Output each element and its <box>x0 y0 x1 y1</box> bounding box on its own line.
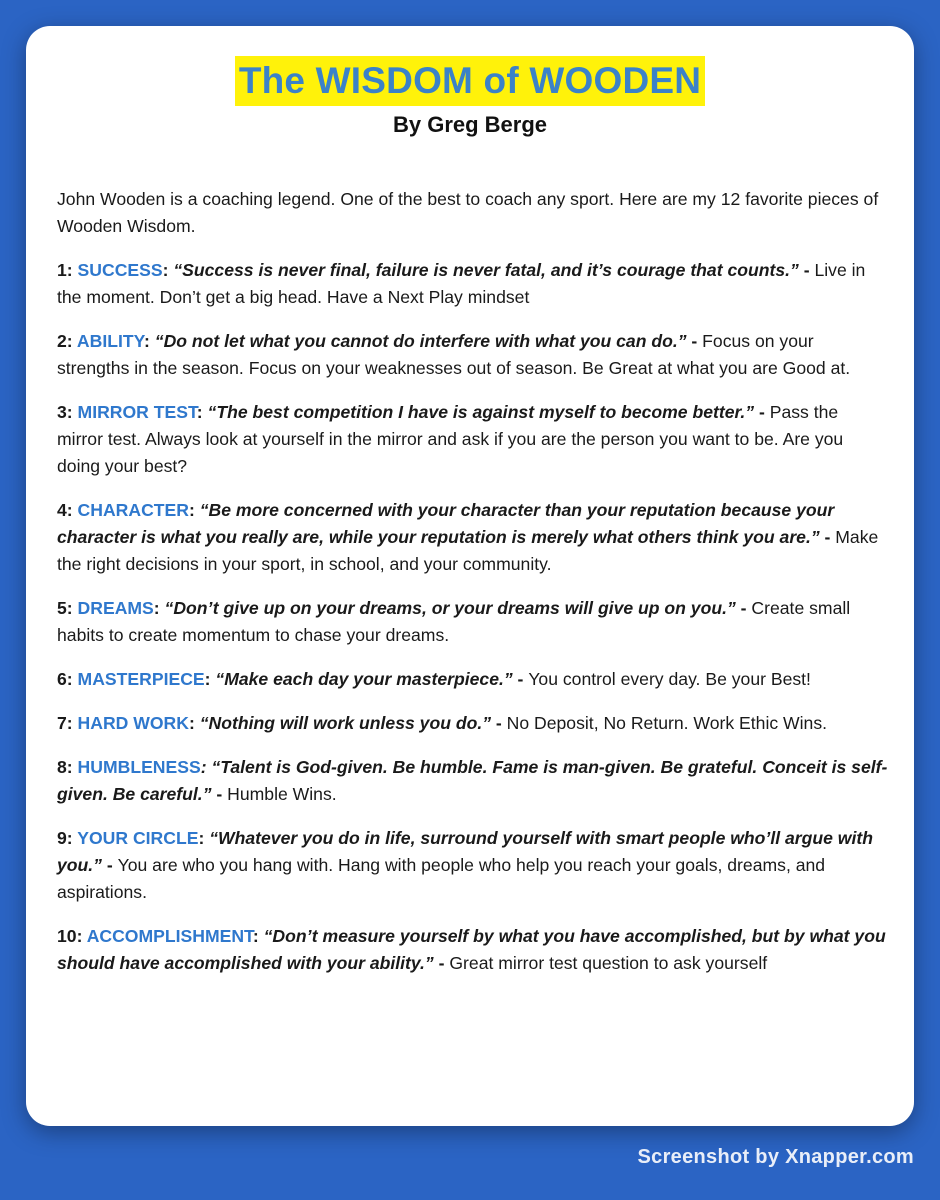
item-quote: “Be more concerned with your character than your reputation because your character is what you really are, while your reputation is merely what others think you are.” <box>57 500 835 547</box>
item-separator: : <box>200 757 212 777</box>
item-separator: : <box>188 713 200 733</box>
wisdom-item-3: 3: MIRROR TEST: “The best competition I have is against myself to become better.” - Pass the mirror test. Always look at yourself in the mirror and ask if you are the person you want to be. Are you doing your best? <box>57 402 844 476</box>
item-number: 4 <box>57 500 67 520</box>
item-keyword: MIRROR TEST <box>77 402 197 422</box>
item-quote: “Make each day your masterpiece.” <box>215 669 513 689</box>
item-number: 9 <box>57 828 67 848</box>
item-separator: : <box>162 260 174 280</box>
item-dash: - <box>211 784 228 804</box>
item-dash: - <box>735 598 752 618</box>
item-number: 2 <box>57 331 67 351</box>
wisdom-item-6: 6: MASTERPIECE: “Make each day your masterpiece.” - You control every day. Be your Best! <box>57 669 811 689</box>
wisdom-item-1: 1: SUCCESS: “Success is never final, failure is never fatal, and it’s courage that counts.” - Live in the moment. Don’t get a big head. Have a Next Play mindset <box>57 260 866 307</box>
item-quote: “Whatever you do in life, surround yourself with smart people who’ll argue with you.” <box>57 828 873 875</box>
item-comment: Great mirror test question to ask yourself <box>449 953 768 973</box>
item-comment: You are who you hang with. Hang with people who help you reach your goals, dreams, and aspirations. <box>57 855 826 902</box>
item-separator: : <box>153 598 165 618</box>
item-quote: “Success is never final, failure is never fatal, and it’s courage that counts.” <box>173 260 799 280</box>
item-number: 5 <box>57 598 67 618</box>
wisdom-item-5: 5: DREAMS: “Don’t give up on your dreams, or your dreams will give up on you.” - Create small habits to create momentum to chase your dreams. <box>57 598 851 645</box>
item-dash: - <box>491 713 507 733</box>
xnapper-watermark: Screenshot by Xnapper.com <box>637 1146 914 1168</box>
item-number: 6 <box>57 669 67 689</box>
item-quote: “Don’t give up on your dreams, or your dreams will give up on you.” <box>164 598 736 618</box>
wisdom-item-8: 8: HUMBLENESS: “Talent is God-given. Be humble. Fame is man-given. Be grateful. Conceit is self-given. Be careful.” - Humble Wins. <box>57 757 888 804</box>
item-keyword: SUCCESS <box>77 260 163 280</box>
item-separator: : <box>188 500 200 520</box>
item-number: 8 <box>57 757 67 777</box>
intro-paragraph: John Wooden is a coaching legend. One of the best to coach any sport. Here are my 12 favorite pieces of Wooden Wisdom. <box>57 189 879 236</box>
item-keyword: HUMBLENESS <box>77 757 201 777</box>
wisdom-item-10: 10: ACCOMPLISHMENT: “Don’t measure yourself by what you have accomplished, but by what you should have accomplished with your ability.” - Great mirror test question to ask yourself <box>57 926 886 973</box>
item-comment: Pass the mirror test. Always look at yourself in the mirror and ask if you are the person you want to be. Are you doing your best? <box>57 402 844 476</box>
item-keyword: ACCOMPLISHMENT <box>86 926 253 946</box>
item-keyword: CHARACTER <box>77 500 189 520</box>
document-body <box>57 186 888 994</box>
item-dash: - <box>433 953 450 973</box>
item-dash: - <box>101 855 118 875</box>
item-keyword: DREAMS <box>77 598 154 618</box>
item-comment: You control every day. Be your Best! <box>528 669 811 689</box>
item-keyword: MASTERPIECE <box>77 669 205 689</box>
item-dash: - <box>819 527 836 547</box>
item-number: 7 <box>57 713 67 733</box>
item-quote: “Talent is God-given. Be humble. Fame is man-given. Be grateful. Conceit is self-given. Be careful.” <box>57 757 888 804</box>
item-number: 10 <box>57 926 77 946</box>
item-quote: “Don’t measure yourself by what you have accomplished, but by what you should have accomplished with your ability.” <box>57 926 886 973</box>
item-dash: - <box>798 260 815 280</box>
item-keyword: YOUR CIRCLE <box>77 828 199 848</box>
item-dash: - <box>754 402 770 422</box>
item-comment: Humble Wins. <box>227 784 337 804</box>
item-separator: : <box>196 402 208 422</box>
item-separator: : <box>144 331 155 351</box>
item-quote: “The best competition I have is against myself to become better.” <box>207 402 755 422</box>
item-separator: : <box>204 669 216 689</box>
document-card <box>26 26 914 1126</box>
item-separator: : <box>198 828 210 848</box>
item-number: 3 <box>57 402 67 422</box>
item-comment: No Deposit, No Return. Work Ethic Wins. <box>506 713 828 733</box>
item-comment: Focus on your strengths in the season. Focus on your weaknesses out of season. Be Great at what you are Good at. <box>57 331 851 378</box>
item-separator: : <box>252 926 264 946</box>
item-dash: - <box>686 331 703 351</box>
item-number: 1 <box>57 260 67 280</box>
title-container <box>26 56 914 106</box>
item-keyword: ABILITY <box>76 331 145 351</box>
wisdom-item-9: 9: YOUR CIRCLE: “Whatever you do in life, surround yourself with smart people who’ll argue with you.” - You are who you hang with. Hang with people who help you reach your goals, dreams, and aspirations. <box>57 828 873 902</box>
item-comment: Live in the moment. Don’t get a big head. Have a Next Play mindset <box>57 260 866 307</box>
wisdom-item-2: 2: ABILITY: “Do not let what you cannot do interfere with what you can do.” - Focus on your strengths in the season. Focus on your weaknesses out of season. Be Great at what you are Good at. <box>57 331 851 378</box>
author-byline: By Greg Berge <box>392 112 548 137</box>
document-title: The WISDOM of WOODEN <box>235 56 705 106</box>
wisdom-item-7: 7: HARD WORK: “Nothing will work unless you do.” - No Deposit, No Return. Work Ethic Wins. <box>57 713 828 733</box>
item-comment: Make the right decisions in your sport, in school, and your community. <box>57 527 879 574</box>
item-dash: - <box>512 669 529 689</box>
item-keyword: HARD WORK <box>77 713 189 733</box>
wisdom-item-4: 4: CHARACTER: “Be more concerned with your character than your reputation because your character is what you really are, while your reputation is merely what others think you are.” - Make the right decisions in your sport, in school, and your community. <box>57 500 879 574</box>
item-comment: Create small habits to create momentum to chase your dreams. <box>57 598 851 645</box>
item-quote: “Nothing will work unless you do.” <box>199 713 492 733</box>
item-quote: “Do not let what you cannot do interfere with what you can do.” <box>154 331 687 351</box>
